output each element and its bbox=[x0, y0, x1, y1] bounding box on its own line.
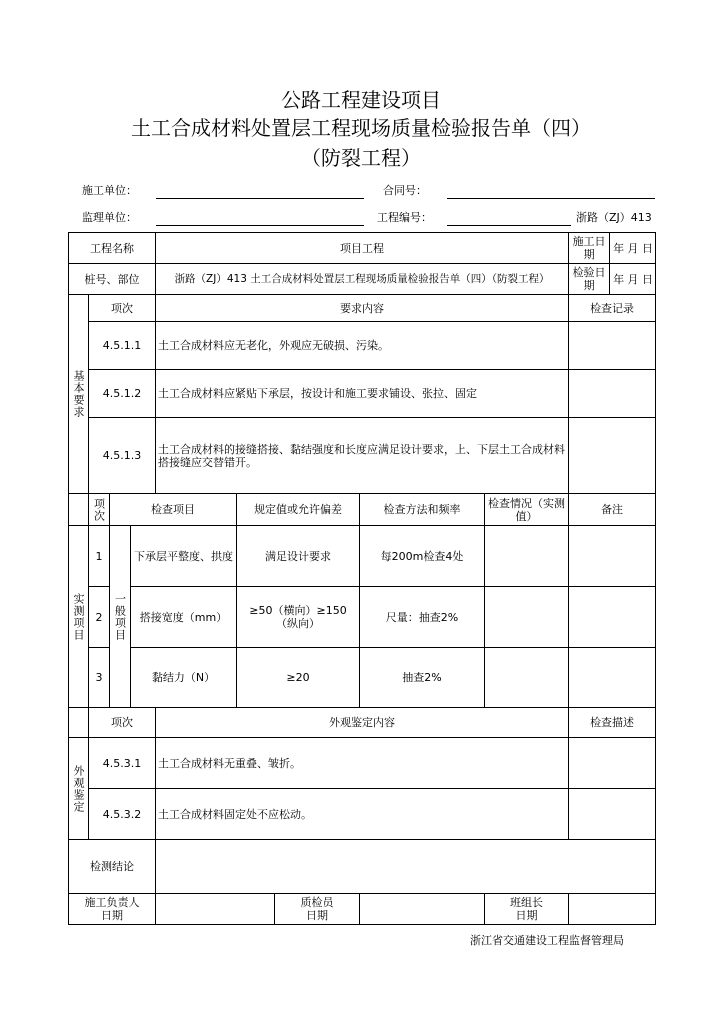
basic-row-record[interactable] bbox=[569, 370, 656, 418]
appearance-row-desc[interactable] bbox=[569, 738, 656, 789]
title-line-2: 土工合成材料处置层工程现场质量检验报告单（四） bbox=[131, 116, 591, 140]
measured-row-result[interactable] bbox=[485, 587, 569, 648]
project-name-value[interactable]: 项目工程 bbox=[156, 233, 569, 264]
measured-row-no: 3 bbox=[89, 648, 110, 708]
measured-row-remark[interactable] bbox=[569, 526, 656, 587]
appearance-row-text: 土工合成材料固定处不应松动。 bbox=[156, 789, 569, 840]
inspector-sign[interactable] bbox=[360, 894, 485, 925]
construction-lead-label: 施工负责人 日期 bbox=[69, 894, 156, 925]
station-value[interactable]: 浙路（ZJ）413 土工合成材料处置层工程现场质量检验报告单（四）（防裂工程） bbox=[156, 264, 569, 295]
project-name-label: 工程名称 bbox=[69, 233, 156, 264]
construction-date-value[interactable]: 年 月 日 bbox=[610, 233, 656, 264]
basic-col-record: 检查记录 bbox=[569, 295, 656, 322]
appearance-col-desc: 检查描述 bbox=[569, 708, 656, 738]
construction-lead-sign[interactable] bbox=[156, 894, 275, 925]
construction-date-label: 施工日期 bbox=[569, 233, 610, 264]
inspection-date-value[interactable]: 年 月 日 bbox=[610, 264, 656, 295]
measured-col-item: 项次 bbox=[89, 494, 110, 526]
measured-header-blank bbox=[69, 494, 89, 526]
measured-row-result[interactable] bbox=[485, 526, 569, 587]
measured-col-method: 检查方法和频率 bbox=[360, 494, 485, 526]
measured-col-result: 检查情况（实测值） bbox=[485, 494, 569, 526]
supervision-unit-label: 监理单位： bbox=[82, 211, 137, 224]
measured-row-method: 每200m检查4处 bbox=[360, 526, 485, 587]
measured-group-label: 一般项目 bbox=[110, 526, 131, 708]
measured-row-no: 1 bbox=[89, 526, 110, 587]
basic-row-text: 土工合成材料应紧贴下承层，按设计和施工要求铺设、张拉、固定 bbox=[156, 370, 569, 418]
construction-unit-label: 施工单位： bbox=[82, 184, 137, 197]
basic-col-content: 要求内容 bbox=[156, 295, 569, 322]
basic-section-label: 基本要求 bbox=[69, 295, 89, 494]
basic-col-item: 项次 bbox=[89, 295, 156, 322]
measured-row-item: 下承层平整度、拱度 bbox=[131, 526, 237, 587]
measured-row-no: 2 bbox=[89, 587, 110, 648]
basic-row-code: 4.5.1.3 bbox=[89, 418, 156, 494]
project-no-label: 工程编号： bbox=[377, 211, 432, 224]
measured-section-label: 实测项目 bbox=[69, 526, 89, 708]
appearance-row-desc[interactable] bbox=[569, 789, 656, 840]
basic-row-text: 土工合成材料应无老化，外观应无破损、污染。 bbox=[156, 322, 569, 370]
measured-row-item: 搭接宽度（mm） bbox=[131, 587, 237, 648]
inspection-date-label: 检验日期 bbox=[569, 264, 610, 295]
station-label: 桩号、部位 bbox=[69, 264, 156, 295]
supervision-unit-field[interactable] bbox=[156, 225, 364, 226]
measured-row-remark[interactable] bbox=[569, 648, 656, 708]
measured-row-spec: 满足设计要求 bbox=[237, 526, 360, 587]
appearance-col-item: 项次 bbox=[89, 708, 156, 738]
construction-unit-field[interactable] bbox=[156, 198, 364, 199]
title-line-3: （防裂工程） bbox=[301, 146, 421, 170]
contract-no-field[interactable] bbox=[447, 198, 655, 199]
inspection-form-table bbox=[68, 232, 656, 925]
appearance-col-content: 外观鉴定内容 bbox=[156, 708, 569, 738]
contract-no-label: 合同号： bbox=[383, 184, 427, 197]
form-code: 浙路（ZJ）413 bbox=[576, 211, 652, 224]
appearance-header-blank bbox=[69, 708, 89, 738]
basic-row-record[interactable] bbox=[569, 418, 656, 494]
measured-row-item: 黏结力（N） bbox=[131, 648, 237, 708]
basic-row-text: 土工合成材料的接缝搭接、黏结强度和长度应满足设计要求，上、下层土工合成材料搭接缝应交替错开。 bbox=[156, 418, 569, 494]
inspector-label: 质检员 日期 bbox=[275, 894, 360, 925]
project-no-field[interactable] bbox=[447, 225, 571, 226]
team-lead-sign[interactable] bbox=[569, 894, 656, 925]
appearance-row-text: 土工合成材料无重叠、皱折。 bbox=[156, 738, 569, 789]
basic-row-code: 4.5.1.2 bbox=[89, 370, 156, 418]
conclusion-label: 检测结论 bbox=[69, 840, 156, 894]
measured-row-remark[interactable] bbox=[569, 587, 656, 648]
appearance-row-code: 4.5.3.2 bbox=[89, 789, 156, 840]
appearance-row-code: 4.5.3.1 bbox=[89, 738, 156, 789]
measured-row-result[interactable] bbox=[485, 648, 569, 708]
basic-row-record[interactable] bbox=[569, 322, 656, 370]
measured-row-spec: ≥20 bbox=[237, 648, 360, 708]
measured-row-method: 尺量：抽查2% bbox=[360, 587, 485, 648]
conclusion-field[interactable] bbox=[156, 840, 656, 894]
title-line-1: 公路工程建设项目 bbox=[281, 88, 441, 112]
measured-col-check-item: 检查项目 bbox=[110, 494, 237, 526]
appearance-section-label: 外观鉴定 bbox=[69, 738, 89, 840]
measured-row-spec: ≥50（横向）≥150（纵向） bbox=[237, 587, 360, 648]
team-lead-label: 班组长 日期 bbox=[485, 894, 569, 925]
issuer-footer: 浙江省交通建设工程监督管理局 bbox=[470, 934, 624, 947]
basic-row-code: 4.5.1.1 bbox=[89, 322, 156, 370]
measured-col-remark: 备注 bbox=[569, 494, 656, 526]
measured-col-spec: 规定值或允许偏差 bbox=[237, 494, 360, 526]
measured-row-method: 抽查2% bbox=[360, 648, 485, 708]
